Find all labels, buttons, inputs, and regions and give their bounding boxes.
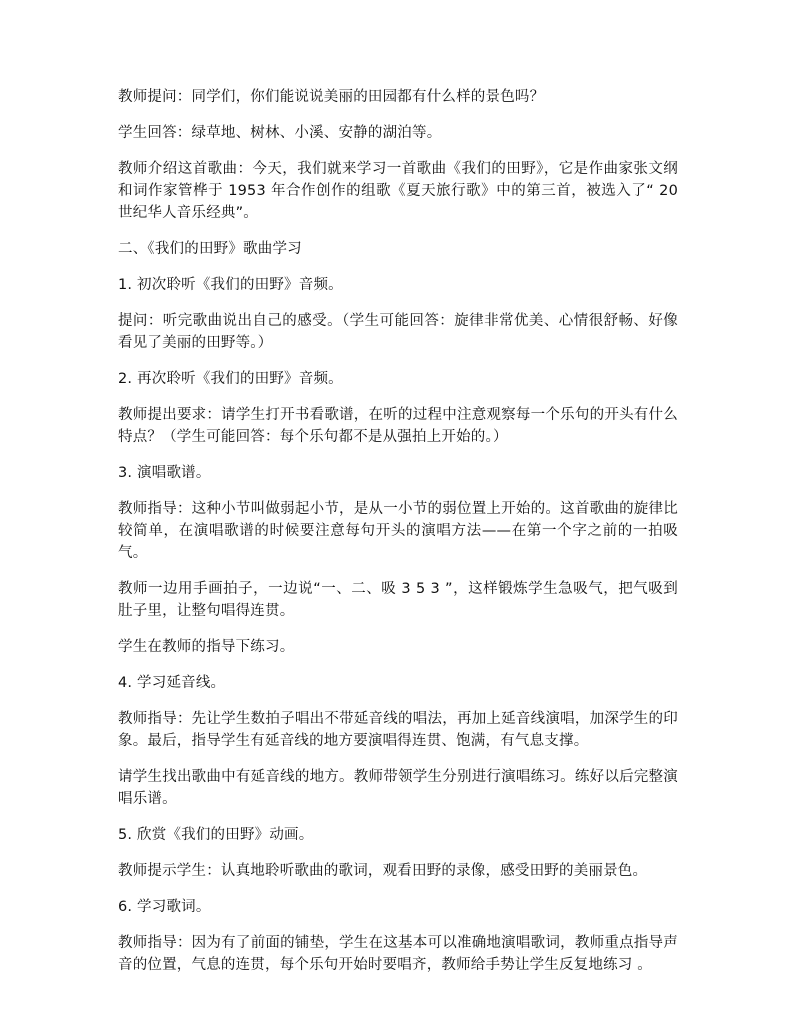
- paragraph-step-3-breathing: 教师一边用手画拍子，一边说“一、二、吸 3 5 3 ”，这样锻炼学生急吸气，把气吸到肚子里，让整句唱得连贯。: [118, 581, 678, 619]
- step-2-heading: 2. 再次聆听《我们的田野》音频。: [118, 371, 343, 387]
- paragraph-step-3-practice: 学生在教师的指导下练习。: [118, 639, 295, 655]
- step-6-heading: 6. 学习歌词。: [118, 899, 211, 915]
- step-1-heading: 1. 初次聆听《我们的田野》音频。: [118, 277, 343, 293]
- document-body: [118, 86, 678, 990]
- step-3-heading: 3. 演唱歌谱。: [118, 465, 211, 481]
- step-5-heading: 5. 欣赏《我们的田野》动画。: [118, 827, 314, 843]
- paragraph-step-1-question: 提问：听完歌曲说出自己的感受。（学生可能回答：旋律非常优美、心情很舒畅、好像看见了美丽的田野等。）: [118, 313, 678, 351]
- paragraph-step-4-guidance: 教师指导：先让学生数拍子唱出不带延音线的唱法，再加上延音线演唱，加深学生的印象。最后，指导学生有延音线的地方要演唱得连贯、饱满，有气息支撑。: [118, 711, 678, 749]
- section-heading-song-study: 二、《我们的田野》歌曲学习: [118, 241, 302, 257]
- paragraph-teacher-question: 教师提问：同学们，你们能说说美丽的田园都有什么样的景色吗？: [118, 89, 545, 105]
- paragraph-step-6-guidance: 教师指导：因为有了前面的铺垫，学生在这基本可以准确地演唱歌词，教师重点指导声音的位置，气息的连贯，每个乐句开始时要唱齐，教师给手势让学生反复地练习 。: [118, 935, 678, 973]
- paragraph-student-answer: 学生回答：绿草地、树林、小溪、安静的湖泊等。: [118, 125, 442, 141]
- paragraph-step-3-guidance: 教师指导：这种小节叫做弱起小节，是从一小节的弱位置上开始的。这首歌曲的旋律比较简单，在演唱歌谱的时候要注意每句开头的演唱方法——在第一个字之前的一拍吸气。: [118, 501, 678, 561]
- step-4-heading: 4. 学习延音线。: [118, 675, 226, 691]
- paragraph-step-2-requirement: 教师提出要求：请学生打开书看歌谱，在听的过程中注意观察每一个乐句的开头有什么特点？（学生可能回答：每个乐句都不是从强拍上开始的。）: [118, 407, 678, 445]
- paragraph-song-introduction: 教师介绍这首歌曲：今天，我们就来学习一首歌曲《我们的田野》，它是作曲家张文纲和词作家管桦于 1953 年合作创作的组歌《夏天旅行歌》中的第三首，被选入了“ 20 世纪华人音乐经典”。: [118, 161, 678, 221]
- paragraph-step-4-practice: 请学生找出歌曲中有延音线的地方。教师带领学生分别进行演唱练习。练好以后完整演唱乐谱。: [118, 769, 678, 807]
- paragraph-step-5-prompt: 教师提示学生：认真地聆听歌曲的歌词，观看田野的录像，感受田野的美丽景色。: [118, 863, 648, 879]
